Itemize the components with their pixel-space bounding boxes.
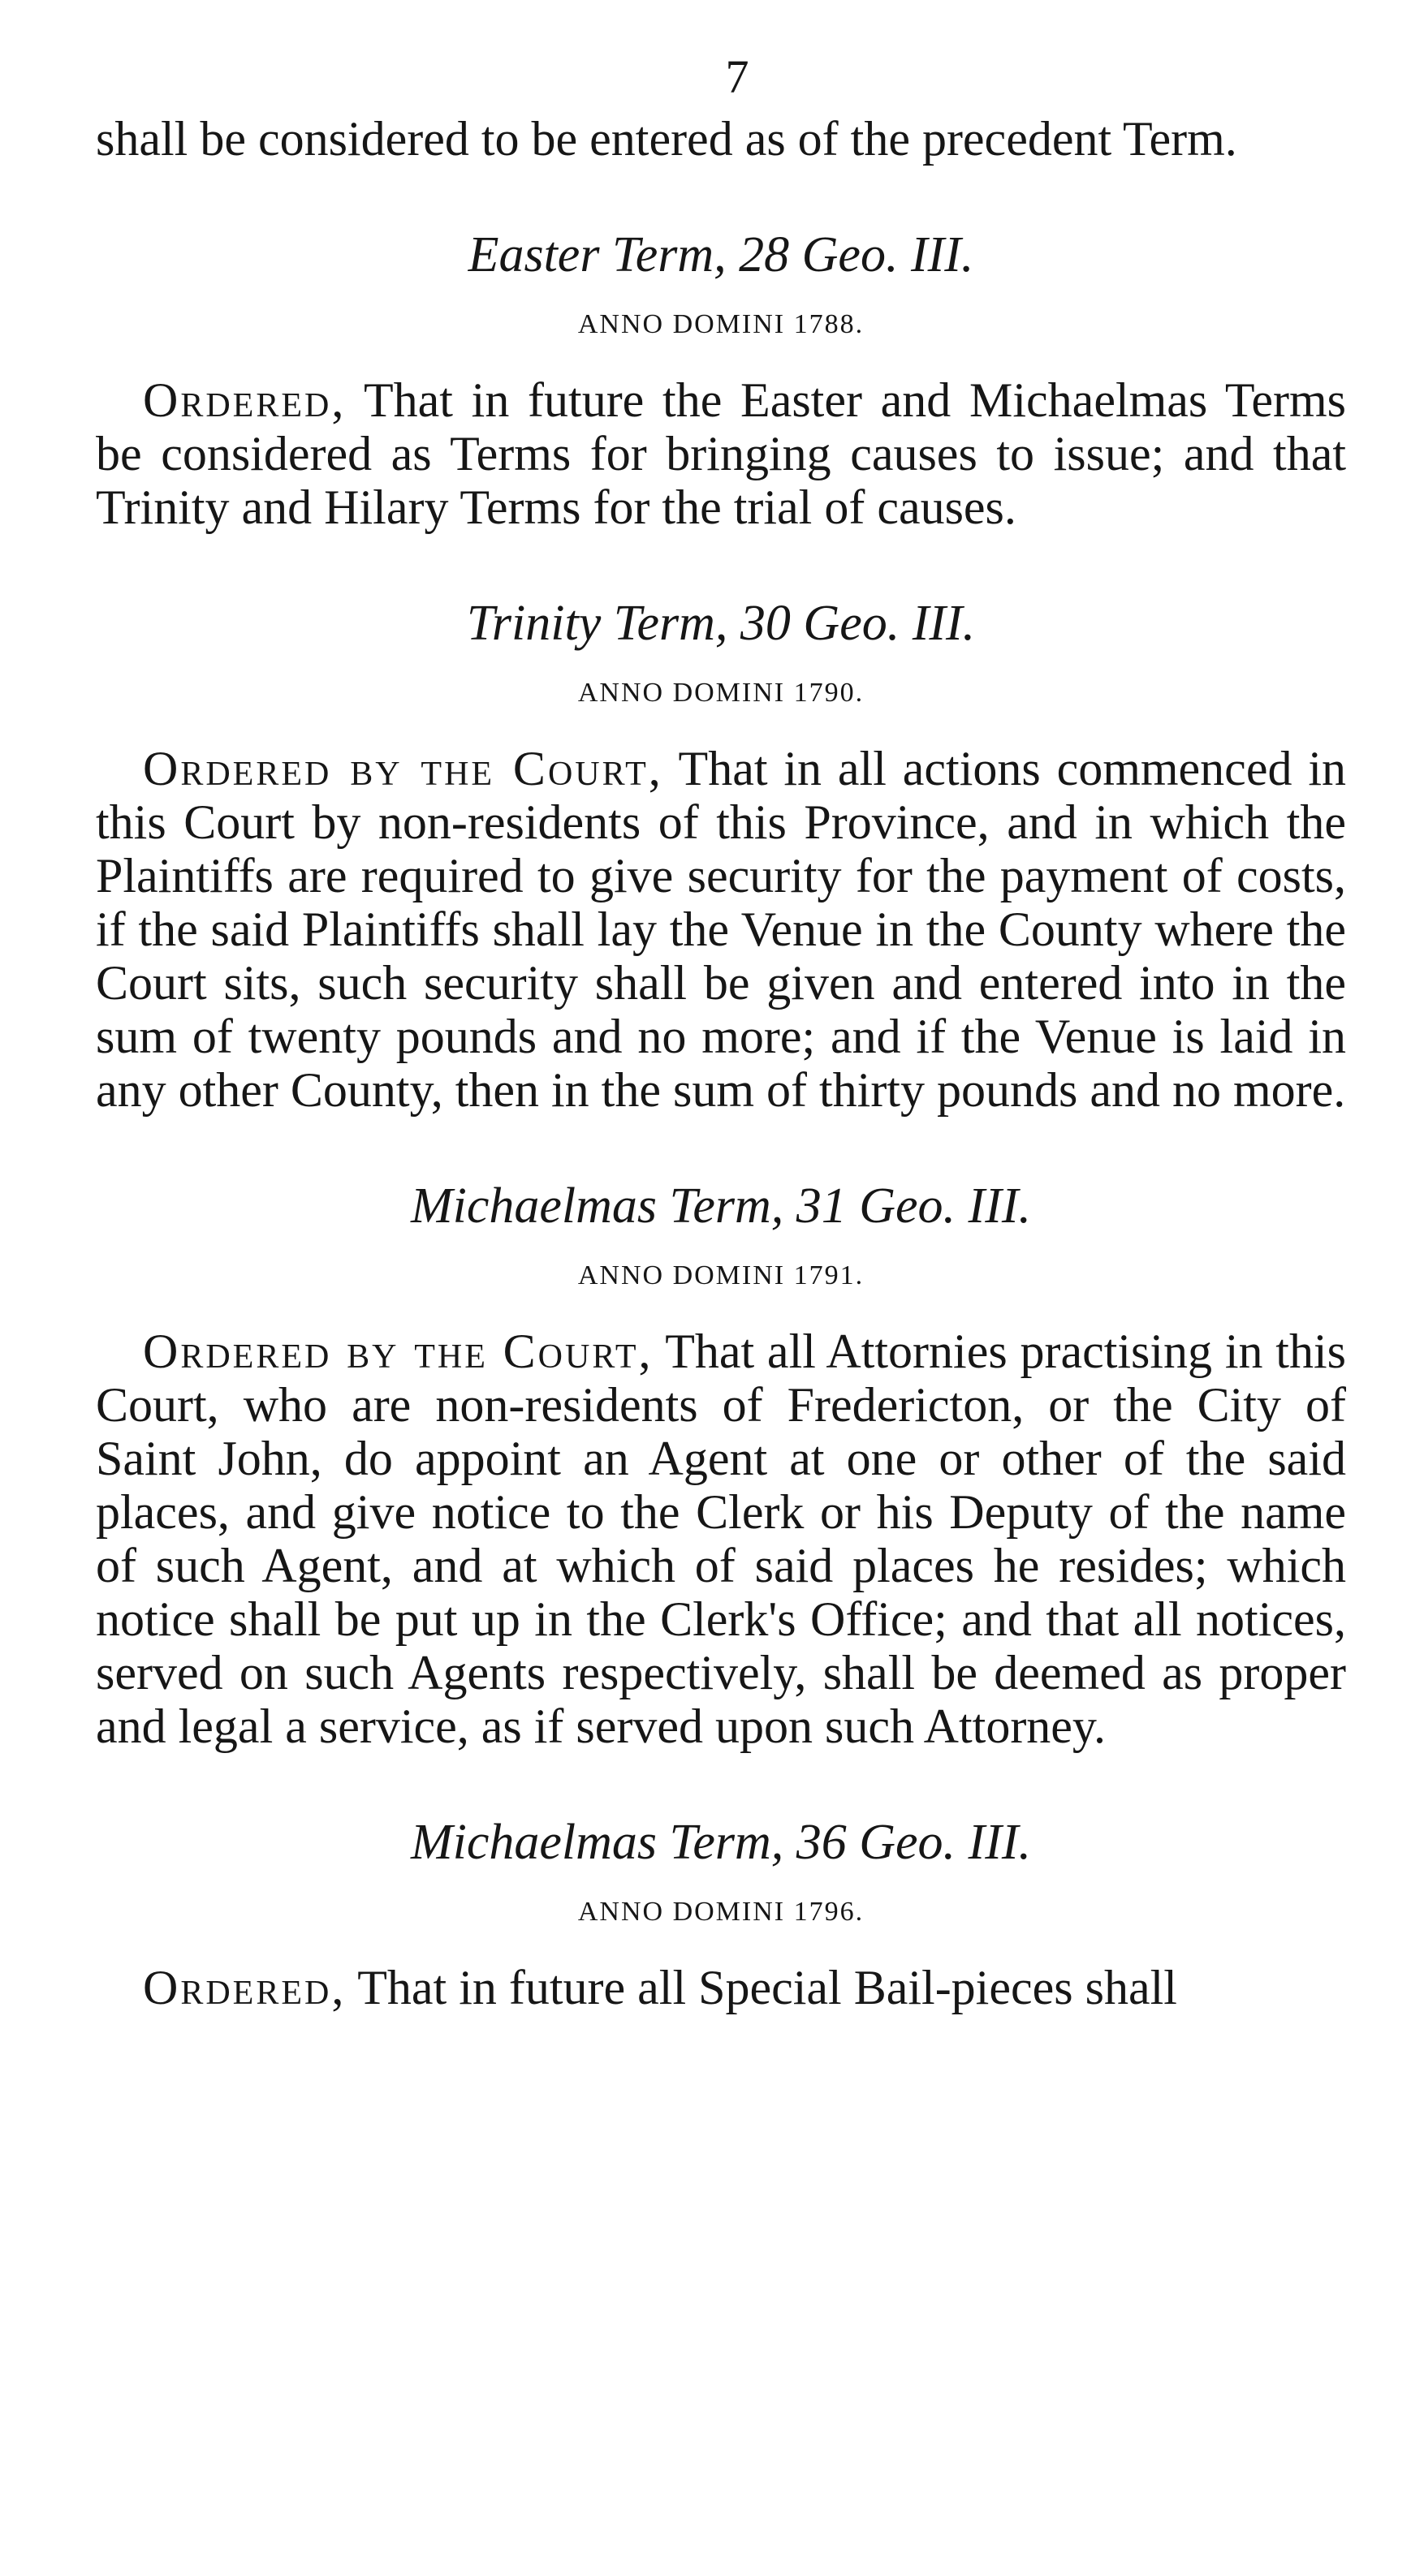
order-body: That all Attornies practising in this Court, who are non-residents of Fredericton, or the City of Saint John, do appoint an Agent at one or other of the said places, and give notice to the Clerk or his Deputy of the name of such Agent, and at which of said places he resides; which notice shall be put up in the Clerk's Office; and that all notices, served on such Agents respectively, shall be deemed as proper and legal a service, as if served upon such Attorney.	[96, 1325, 1346, 1753]
term-heading: Michaelmas Term, 31 Geo. III.	[411, 1178, 1031, 1234]
term-heading: Trinity Term, 30 Geo. III.	[466, 596, 976, 651]
anno-domini: ANNO DOMINI 1791.	[577, 1260, 865, 1290]
page-number: 7	[725, 50, 749, 103]
order-body: That in future all Special Bail-pieces shall	[346, 1961, 1177, 2014]
anno-domini: ANNO DOMINI 1796.	[577, 1897, 865, 1927]
section-michaelmas-term-1796	[96, 1813, 1346, 2014]
order-lead: Ordered,	[143, 1961, 347, 2014]
order-paragraph	[96, 742, 1346, 1117]
section-easter-term-1788	[96, 226, 1346, 534]
order-body: That in future the Easter and Michaelmas Terms be considered as Terms for bringing causes to issue; and that Trinity and Hilary Terms for the trial of causes.	[96, 373, 1346, 534]
order-lead: Ordered by the Court,	[143, 742, 663, 795]
term-heading: Michaelmas Term, 36 Geo. III.	[411, 1815, 1031, 1870]
order-paragraph	[96, 373, 1346, 534]
order-body: That in all actions commenced in this Court by non-residents of this Province, and in which the Plaintiffs are required to give security for the payment of costs, if the said Plaintiffs shall lay the Venue in the County where the Court sits, such security shall be given and entered into in the sum of twenty pounds and no more; and if the Venue is laid in any other County, then in the sum of thirty pounds and no more.	[96, 742, 1346, 1117]
anno-domini: ANNO DOMINI 1790.	[577, 678, 865, 708]
order-lead: Ordered,	[143, 373, 347, 427]
order-paragraph	[96, 1961, 1346, 2014]
intro-paragraph: shall be considered to be entered as of the precedent Term.	[96, 112, 1237, 166]
section-michaelmas-term-1791	[96, 1177, 1346, 1753]
anno-domini: ANNO DOMINI 1788.	[577, 309, 865, 339]
section-trinity-term-1790	[96, 594, 1346, 1117]
term-heading: Easter Term, 28 Geo. III.	[468, 227, 974, 282]
document-page	[96, 49, 1346, 2014]
order-lead: Ordered by the Court,	[143, 1325, 654, 1378]
order-paragraph	[96, 1325, 1346, 1753]
